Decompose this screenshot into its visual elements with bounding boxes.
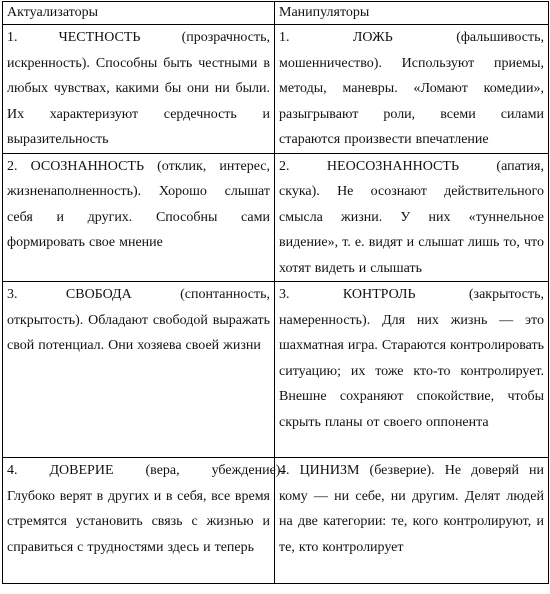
table-cell-cynicism: [275, 458, 549, 584]
column-header-actualizers: Актуализаторы: [3, 2, 275, 25]
table-header-row: [3, 2, 549, 25]
cell-text: 4. ЦИНИЗМ (безверие). Не доверяй ни кому — ни себе, ни другим. Делят людей на две категории: те, кого контролируют, и те, кто контролирует: [279, 463, 544, 555]
cell-text: 1. ЧЕСТНОСТЬ (прозрачность, искренность). Способны быть честными в любых чувствах, какими бы они ни были. Их характеризуют сердечность и выразительность: [7, 30, 270, 147]
table-cell-control: [275, 282, 549, 458]
cell-text: 3. СВОБОДА (спонтанность, открытость). Обладают свободой выражать свой потенциал. Они хозяева своей жизни: [7, 287, 270, 353]
table-row: [3, 458, 549, 584]
table-cell-lie: [275, 25, 549, 154]
cell-text: 2. ОСОЗНАННОСТЬ (отклик, интерес, жизненаполненность). Хорошо слышат себя и других. Способны сами формировать свое мнение: [7, 158, 270, 250]
cell-text: 4. ДОВЕРИЕ (вера, убеждение). Глубоко верят в других и в себя, все время стремятся установить связь с жизнью и справиться с трудностями здесь и теперь: [7, 463, 284, 555]
table-cell-freedom: [3, 282, 275, 458]
comparison-table: [2, 1, 549, 584]
column-header-manipulators: Манипуляторы: [275, 2, 549, 25]
cell-text: 3. КОНТРОЛЬ (закрытость, намеренность). Для них жизнь — это шахматная игра. Стараются контролировать ситуацию; их тоже кто-то контролирует. Внешне сохраняют спокойствие, чтобы скрыть планы от своего оппонента: [279, 287, 544, 430]
table-cell-awareness: [3, 153, 275, 282]
table-row: [3, 25, 549, 154]
table-row: [3, 153, 549, 282]
cell-text: 2. НЕОСОЗНАННОСТЬ (апатия, скука). Не осознают действительного смысла жизни. У них «туннельное видение», т. е. видят и слышат лишь то, что хотят видеть и слышать: [279, 158, 544, 276]
table-cell-unawareness: [275, 153, 549, 282]
table-cell-honesty: [3, 25, 275, 154]
table-cell-trust: [3, 458, 284, 584]
table-row: [3, 282, 549, 458]
cell-text: 1. ЛОЖЬ (фальшивость, мошенничество). Используют приемы, методы, маневры. «Ломают комедии», разыгрывают роли, всеми силами стараются произвести впечатление: [279, 30, 544, 147]
